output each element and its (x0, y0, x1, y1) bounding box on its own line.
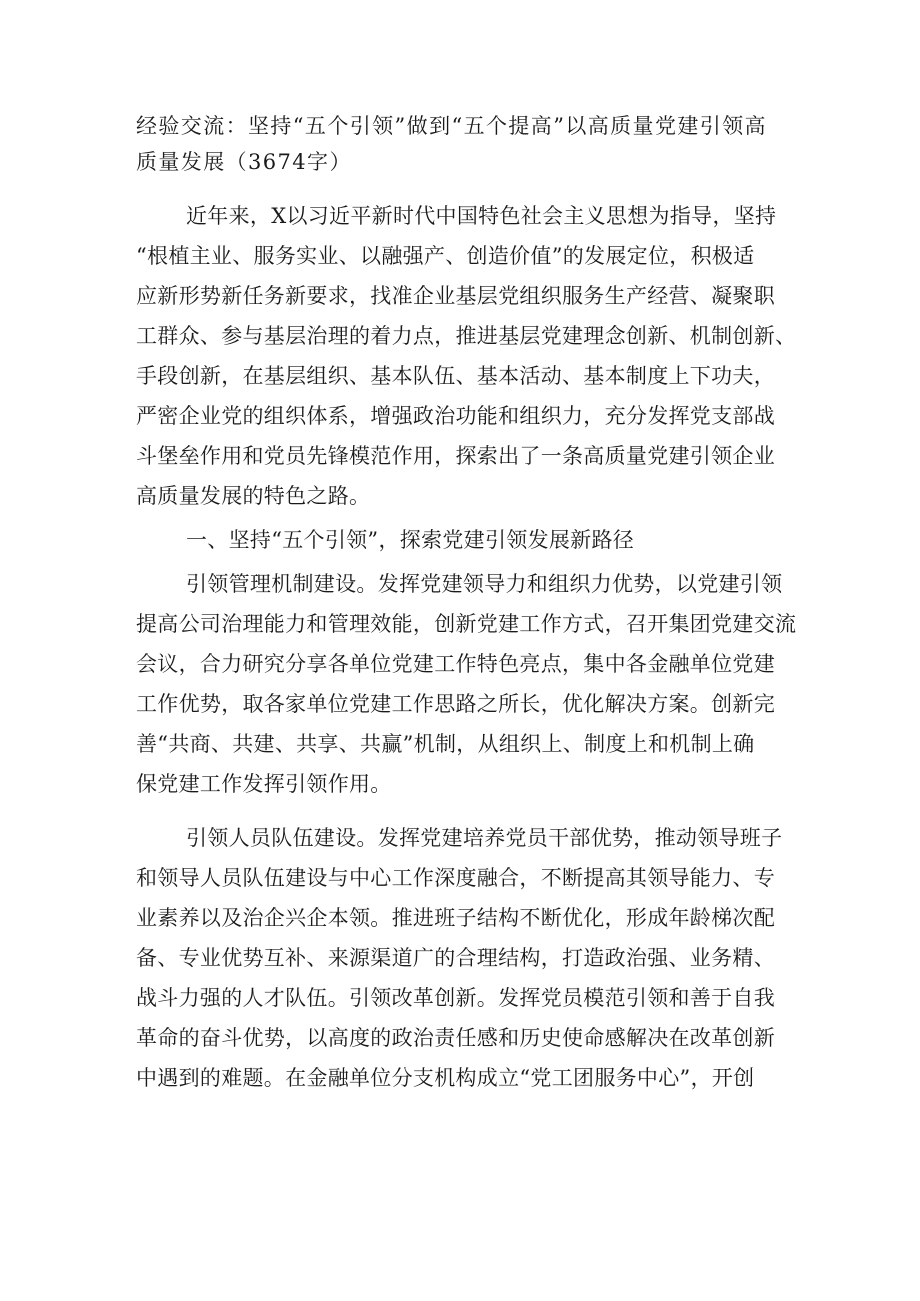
paragraph-line: “根植主业、服务实业、以融强产、创造价值”的发展定位，积极适 (136, 244, 755, 268)
paragraph-line: 战斗力强的人才队伍。引领改革创新。发挥党员模范引领和善于自我 (136, 986, 775, 1010)
paragraph-intro (136, 196, 796, 516)
section-heading-line: 一、坚持“五个引领”，探索党建引领发展新路径 (186, 528, 635, 552)
paragraph-line: 近年来，X以习近平新时代中国特色社会主义思想为指导，坚持 (186, 204, 777, 228)
paragraph-line: 斗堡垒作用和党员先锋模范作用，探索出了一条高质量党建引领企业 (136, 444, 775, 468)
document-title-line-1: 经验交流：坚持“五个引领”做到“五个提高”以高质量党建引领高 (136, 114, 767, 138)
paragraph-line: 工群众、参与基层治理的着力点，推进基层党建理念创新、机制创新、 (136, 324, 797, 348)
paragraph-personnel (136, 818, 796, 1098)
paragraph-line: 革命的奋斗优势，以高度的政治责任感和历史使命感解决在改革创新 (136, 1026, 775, 1050)
paragraph-line: 保党建工作发挥引领作用。 (136, 772, 392, 796)
paragraph-line: 提高公司治理能力和管理效能，创新党建工作方式，召开集团党建交流 (136, 612, 797, 636)
paragraph-line: 中遇到的难题。在金融单位分支机构成立“党工团服务中心”，开创 (136, 1066, 755, 1090)
document-title-line-2: 质量发展（3674字） (136, 150, 352, 174)
paragraph-line: 引领管理机制建设。发挥党建领导力和组织力优势，以党建引领 (186, 572, 783, 596)
paragraph-line: 备、专业优势互补、来源渠道广的合理结构，打造政治强、业务精、 (136, 946, 775, 970)
paragraph-line: 会议，合力研究分享各单位党建工作特色亮点，集中各金融单位党建 (136, 652, 775, 676)
document-page (136, 108, 796, 1098)
paragraph-management (136, 564, 796, 804)
section-heading-1 (136, 520, 796, 560)
paragraph-line: 高质量发展的特色之路。 (136, 484, 371, 508)
paragraph-line: 工作优势，取各家单位党建工作思路之所长，优化解决方案。创新完 (136, 692, 775, 716)
paragraph-line: 手段创新，在基层组织、基本队伍、基本活动、基本制度上下功夫， (136, 364, 775, 388)
paragraph-line: 引领人员队伍建设。发挥党建培养党员干部优势，推动领导班子 (186, 826, 783, 850)
paragraph-line: 应新形势新任务新要求，找准企业基层党组织服务生产经营、凝聚职 (136, 284, 775, 308)
paragraph-line: 善“共商、共建、共享、共赢”机制，从组织上、制度上和机制上确 (136, 732, 755, 756)
paragraph-line: 和领导人员队伍建设与中心工作深度融合，不断提高其领导能力、专 (136, 866, 775, 890)
paragraph-line: 严密企业党的组织体系，增强政治功能和组织力，充分发挥党支部战 (136, 404, 775, 428)
paragraph-line: 业素养以及治企兴企本领。推进班子结构不断优化，形成年龄梯次配 (136, 906, 775, 930)
